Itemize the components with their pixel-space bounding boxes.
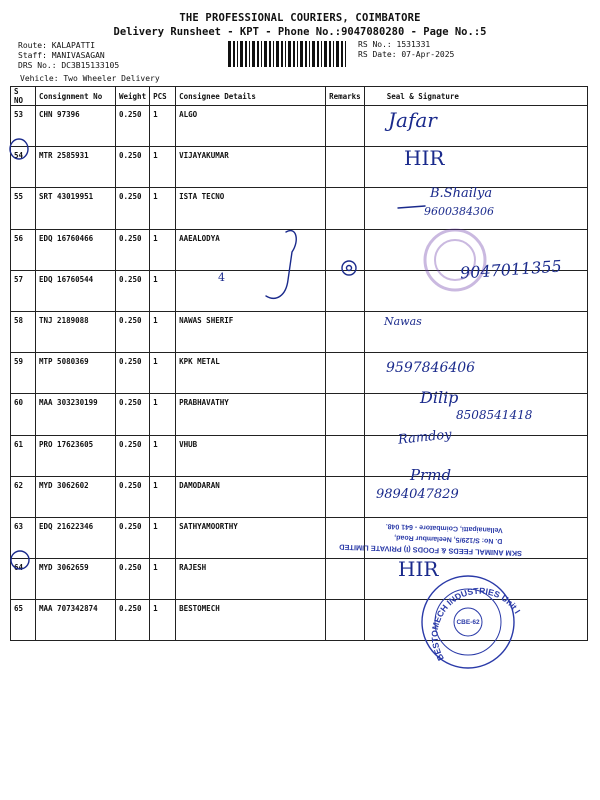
- cell-remarks: [326, 188, 365, 229]
- cell-weight: 0.250: [116, 188, 150, 229]
- cell-weight: 0.250: [116, 517, 150, 558]
- cell-sno: 61: [11, 435, 36, 476]
- cell-consignment: EDQ 16760466: [36, 229, 116, 270]
- cell-remarks: [326, 353, 365, 394]
- table-row: [11, 106, 588, 147]
- cell-weight: 0.250: [116, 600, 150, 641]
- staff-label: Staff: MANIVASAGAN: [18, 51, 105, 60]
- cell-remarks: [326, 517, 365, 558]
- cell-remarks: [326, 229, 365, 270]
- cell-consignment: MTP 5080369: [36, 353, 116, 394]
- cell-sno: 55: [11, 188, 36, 229]
- table-row: [11, 476, 588, 517]
- cell-consignment: MTR 2585931: [36, 147, 116, 188]
- cell-consignment: SRT 43019951: [36, 188, 116, 229]
- cell-pcs: 1: [150, 353, 176, 394]
- table-row: [11, 353, 588, 394]
- signature-row55: B.Shailya: [430, 186, 493, 201]
- cell-consignment: MAA 707342874: [36, 600, 116, 641]
- col-consignee: Consignee Details: [176, 87, 326, 106]
- cell-pcs: 1: [150, 229, 176, 270]
- cell-pcs: 1: [150, 394, 176, 435]
- cell-sno: 64: [11, 559, 36, 600]
- col-remarks: Remarks: [326, 87, 365, 106]
- table-row: [11, 559, 588, 600]
- cell-consignment: PRO 17623605: [36, 435, 116, 476]
- drs-label: DRS No.: DC3B15133105: [18, 61, 120, 70]
- cell-sno: 53: [11, 106, 36, 147]
- cell-sno: 56: [11, 229, 36, 270]
- cell-pcs: 1: [150, 147, 176, 188]
- cell-sno: 54: [11, 147, 36, 188]
- cell-pcs: 1: [150, 188, 176, 229]
- cell-consignment: EDQ 21622346: [36, 517, 116, 558]
- cell-remarks: [326, 600, 365, 641]
- phone-row55: 9600384306: [424, 205, 494, 218]
- cell-consignee: ALGO: [176, 106, 326, 147]
- cell-consignee: RAJESH: [176, 559, 326, 600]
- rs-date: RS Date: 07-Apr-2025: [358, 50, 455, 59]
- company-title: THE PROFESSIONAL COURIERS, COIMBATORE: [179, 12, 421, 24]
- meta-left: [18, 41, 119, 71]
- table-row: [11, 188, 588, 229]
- cell-pcs: 1: [150, 311, 176, 352]
- cell-weight: 0.250: [116, 311, 150, 352]
- cell-weight: 0.250: [116, 229, 150, 270]
- vehicle-label: Vehicle: Two Wheeler Delivery: [20, 74, 160, 83]
- cell-consignee: NAWAS SHERIF: [176, 311, 326, 352]
- cell-pcs: 1: [150, 517, 176, 558]
- cell-consignee: SATHYAMOORTHY: [176, 517, 326, 558]
- meta-right: [358, 40, 454, 60]
- phone-row57: 9047011355: [459, 256, 563, 283]
- cell-weight: 0.250: [116, 394, 150, 435]
- cell-remarks: [326, 147, 365, 188]
- signature-row58: Nawas: [384, 315, 422, 328]
- cell-signature: [364, 600, 587, 641]
- cell-consignment: MYD 3062602: [36, 476, 116, 517]
- col-sno: S NO: [11, 87, 36, 106]
- cell-pcs: 1: [150, 435, 176, 476]
- cell-sno: 62: [11, 476, 36, 517]
- cell-weight: 0.250: [116, 559, 150, 600]
- cell-consignee: PRABHAVATHY: [176, 394, 326, 435]
- cell-remarks: [326, 435, 365, 476]
- cell-consignment: MAA 303230199: [36, 394, 116, 435]
- cell-remarks: [326, 559, 365, 600]
- cell-consignee: VIJAYAKUMAR: [176, 147, 326, 188]
- skm-stamp-line2: D. No: S/129/5, Neelambur Road,: [394, 533, 503, 545]
- cell-consignee: AAEALODYA: [176, 229, 326, 270]
- phone-row62: 9894047829: [376, 487, 459, 502]
- table-row: [11, 311, 588, 352]
- cell-consignee: DAMODARAN: [176, 476, 326, 517]
- cell-consignee: ISTA TECNO: [176, 188, 326, 229]
- col-seal-signature: Seal & Signature: [364, 87, 587, 106]
- signature-row64: HIR: [398, 557, 439, 581]
- cell-weight: 0.250: [116, 353, 150, 394]
- table-row: [11, 435, 588, 476]
- skm-stamp-line1: SKM ANIMAL FEEDS & FOODS (I) PRIVATE LIMITED: [339, 542, 523, 558]
- bestomech-ring-text: BESTOMECH INDUSTRIES Unit I: [429, 585, 523, 663]
- cell-weight: 0.250: [116, 106, 150, 147]
- cell-remarks: [326, 476, 365, 517]
- table-row: [11, 600, 588, 641]
- cell-weight: 0.250: [116, 270, 150, 311]
- cell-pcs: 1: [150, 559, 176, 600]
- route-label: Route: KALAPATTI: [18, 41, 96, 50]
- cell-consignment: EDQ 16760544: [36, 270, 116, 311]
- table-header-row: [11, 87, 588, 106]
- cell-pcs: 1: [150, 270, 176, 311]
- signature-row62: Prmd: [410, 466, 452, 484]
- skm-stamp-line3: Vellanaipatti, Coimbatore - 641 048.: [385, 522, 503, 534]
- cell-signature: [364, 517, 587, 558]
- barcode: [228, 41, 350, 67]
- phone-row59: 9597846406: [386, 360, 476, 376]
- cell-remarks: [326, 394, 365, 435]
- col-pcs: PCS: [150, 87, 176, 106]
- signature-row54: HIR: [404, 146, 445, 170]
- cell-remarks: [326, 311, 365, 352]
- phone-row60: 8508541418: [456, 408, 533, 422]
- cell-consignee: VHUB: [176, 435, 326, 476]
- signature-row53: Jafar: [388, 108, 437, 132]
- cell-sno: 57: [11, 270, 36, 311]
- cell-sno: 58: [11, 311, 36, 352]
- cell-pcs: 1: [150, 600, 176, 641]
- cell-weight: 0.250: [116, 147, 150, 188]
- cell-weight: 0.250: [116, 476, 150, 517]
- cell-remarks: [326, 270, 365, 311]
- cell-consignment: TNJ 2189088: [36, 311, 116, 352]
- cell-pcs: 1: [150, 106, 176, 147]
- cell-consignment: MYD 3062659: [36, 559, 116, 600]
- cell-consignment: CHN 97396: [36, 106, 116, 147]
- cell-signature: [364, 147, 587, 188]
- col-consignment: Consignment No: [36, 87, 116, 106]
- cell-weight: 0.250: [116, 435, 150, 476]
- cell-consignee: [176, 270, 326, 311]
- table-row: [11, 147, 588, 188]
- cell-sno: 59: [11, 353, 36, 394]
- cell-sno: 60: [11, 394, 36, 435]
- cell-remarks: [326, 106, 365, 147]
- col-weight: Weight: [116, 87, 150, 106]
- signature-row60: Dilip: [420, 388, 459, 407]
- cell-sno: 63: [11, 517, 36, 558]
- bestomech-center: CBE-62: [456, 619, 480, 626]
- cell-consignee: KPK METAL: [176, 353, 326, 394]
- cell-consignee: BESTOMECH: [176, 600, 326, 641]
- runsheet-subtitle: Delivery Runsheet - KPT - Phone No.:9047080280 - Page No.:5: [113, 26, 487, 38]
- rs-number: RS No.: 1531331: [358, 40, 431, 49]
- table-row: [11, 517, 588, 558]
- cell-pcs: 1: [150, 476, 176, 517]
- delivery-table: [10, 86, 588, 641]
- cell-sno: 65: [11, 600, 36, 641]
- signature-row61: Ramdoy: [397, 427, 453, 448]
- note-row57: 4: [218, 271, 225, 284]
